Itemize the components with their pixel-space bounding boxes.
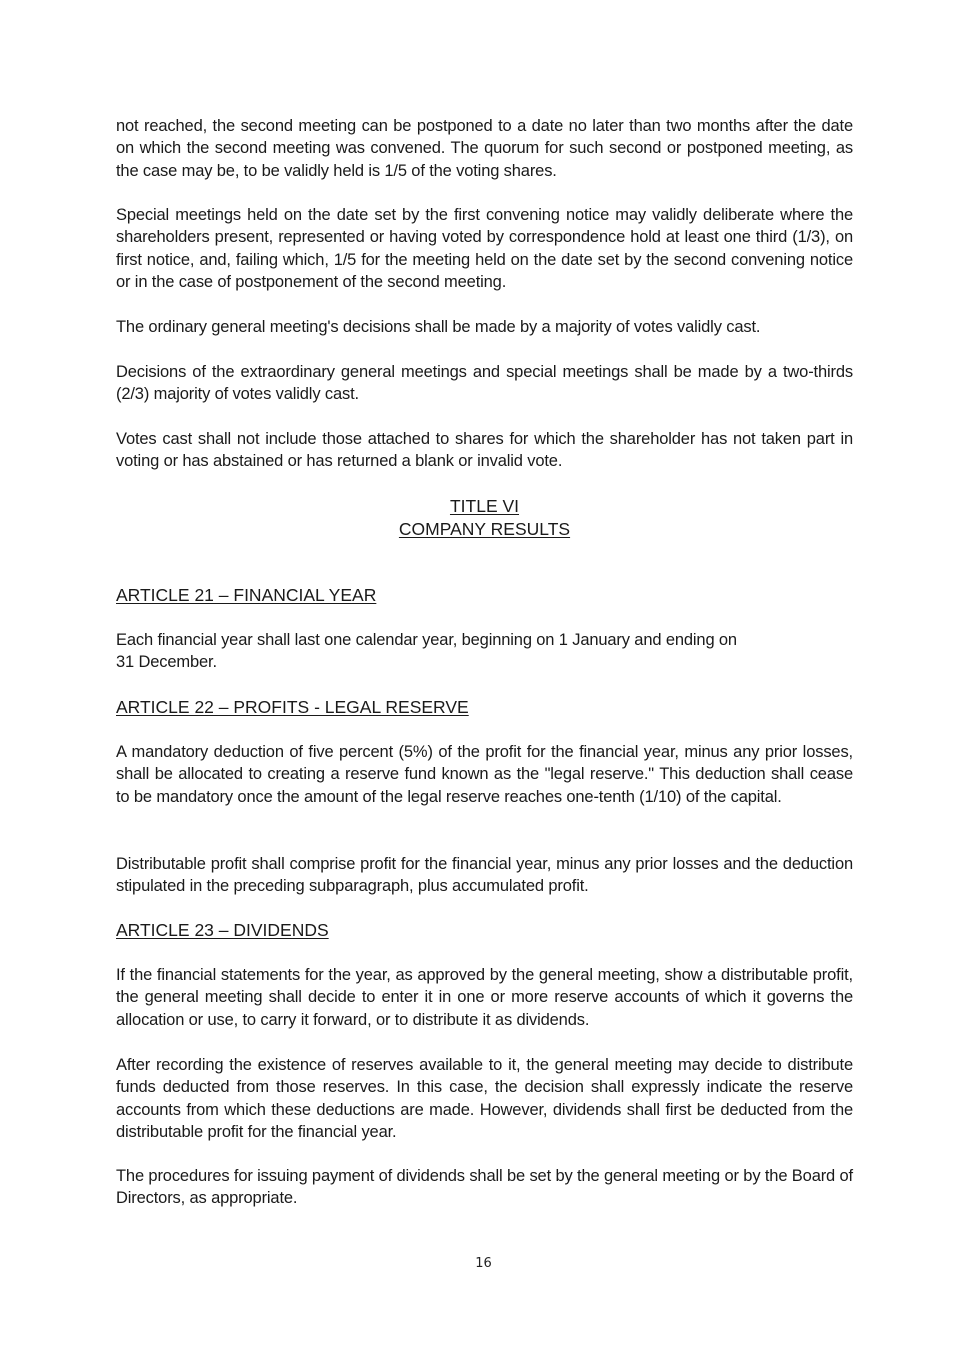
article-21-line-2: 31 December. bbox=[116, 653, 217, 672]
article-21-heading: ARTICLE 21 – FINANCIAL YEAR bbox=[116, 585, 377, 605]
article-23-paragraph-distributable-profit: If the financial statements for the year, as approved by the general meeting, show a distributable profit, the general meeting shall decide to enter it in one or more reserve accounts of which it governs the allocation or use, to carry it forward, or to distribute it as dividends. bbox=[116, 966, 853, 1029]
page-number: 16 bbox=[475, 1256, 492, 1271]
article-23-paragraph-payment: The procedures for issuing payment of dividends shall be set by the general meeting or by the Board of Directors, as appropriate. bbox=[116, 1167, 853, 1208]
title-line-2: COMPANY RESULTS bbox=[398, 519, 571, 539]
article-23-heading: ARTICLE 23 – DIVIDENDS bbox=[116, 920, 329, 940]
article-21-line-1: Each financial year shall last one calendar year, beginning on 1 January and ending on bbox=[116, 631, 737, 649]
paragraph-quorum-postponed: not reached, the second meeting can be postponed to a date no later than two months after the date on which the second meeting was convened. The quorum for such second or postponed meeting, as the case may be, to be validly held is 1/5 of the voting shares. bbox=[116, 117, 853, 180]
paragraph-special-meetings: Special meetings held on the date set by the first convening notice may validly deliberate where the shareholders present, represented or having voted by correspondence hold at least one third (1/3), on first notice, and, failing which, 1/5 for the meeting held on the date set by the second convening notice or in the case of postponement of the second meeting. bbox=[116, 206, 853, 291]
title-line-1: TITLE VI bbox=[449, 496, 520, 516]
article-22-heading: ARTICLE 22 – PROFITS - LEGAL RESERVE bbox=[116, 697, 469, 717]
article-22-paragraph-distributable: Distributable profit shall comprise profit for the financial year, minus any prior losses and the deduction stipulated in the preceding subparagraph, plus accumulated profit. bbox=[116, 855, 853, 896]
title-heading bbox=[116, 495, 853, 541]
article-22-paragraph-legal-reserve: A mandatory deduction of five percent (5%) of the profit for the financial year, minus any prior losses, shall be allocated to creating a reserve fund known as the "legal reserve." This deduction shall cease to be mandatory once the amount of the legal reserve reaches one-tenth (1/10) of the capital. bbox=[116, 743, 853, 806]
article-21-text bbox=[116, 629, 853, 674]
paragraph-extraordinary-decisions: Decisions of the extraordinary general meetings and special meetings shall be made by a two-thirds (2/3) majority of votes validly cast. bbox=[116, 363, 853, 404]
paragraph-votes-cast: Votes cast shall not include those attached to shares for which the shareholder has not taken part in voting or has abstained or has returned a blank or invalid vote. bbox=[116, 430, 853, 471]
article-23-paragraph-reserves: After recording the existence of reserves available to it, the general meeting may decide to distribute funds deducted from those reserves. In this case, the decision shall expressly indicate the reserve accounts from which these deductions are made. However, dividends shall first be deducted from the distributable profit for the financial year. bbox=[116, 1056, 853, 1141]
paragraph-ordinary-decisions: The ordinary general meeting's decisions shall be made by a majority of votes validly cast. bbox=[116, 318, 761, 336]
